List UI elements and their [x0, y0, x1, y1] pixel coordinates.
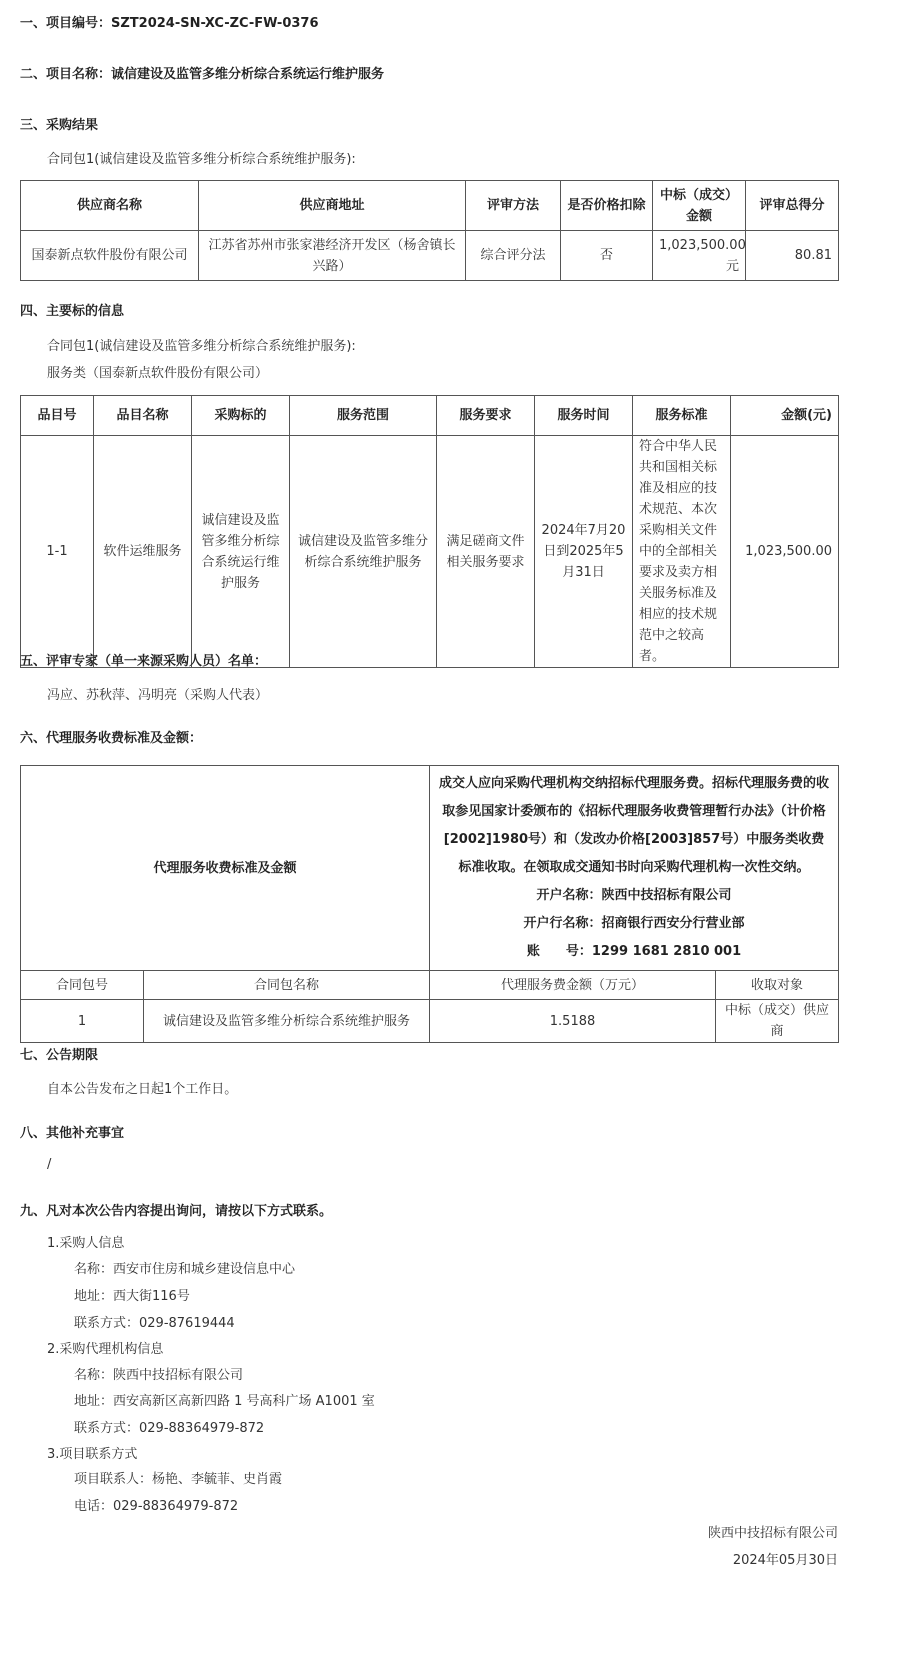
price-deduction-cell: 否: [561, 231, 653, 281]
procurement-result-heading: 三、采购结果: [20, 118, 99, 133]
result-header-cell: 是否价格扣除: [561, 181, 653, 231]
table-row: [21, 231, 839, 281]
other-matters-text: /: [47, 1157, 52, 1172]
footer-date: 2024年05月30日: [732, 1553, 838, 1568]
fee-standard-detail-cell: [430, 766, 839, 971]
amount-cell: 1,023,500.00: [731, 436, 839, 668]
project-contact-phone: 电话：029-88364979-872: [74, 1499, 239, 1514]
fee-header-cell: 收取对象: [716, 971, 839, 1000]
subject-header-cell: 金额(元): [731, 396, 839, 436]
subject-header-cell: 品目名称: [94, 396, 192, 436]
service-time-cell: 2024年7月20日到2025年5月31日: [535, 436, 633, 668]
fee-header-cell: 合同包名称: [144, 971, 430, 1000]
fee-standard-label-cell: 代理服务收费标准及金额: [21, 766, 430, 971]
result-package-label: 合同包1(诚信建设及监管多维分析综合系统维护服务):: [47, 152, 356, 167]
subject-header-cell: 服务范围: [290, 396, 437, 436]
account-number-line: [438, 938, 830, 966]
main-subject-heading: 四、主要标的信息: [20, 304, 125, 319]
notice-period-heading: 七、公告期限: [20, 1048, 99, 1063]
subject-header-cell: 采购标的: [192, 396, 290, 436]
item-number-cell: 1-1: [21, 436, 94, 668]
result-header-cell: 供应商名称: [21, 181, 199, 231]
project-number-label: 一、项目编号：: [20, 16, 112, 31]
buyer-name: 名称：西安市住房和城乡建设信息中心: [74, 1262, 296, 1277]
agent-info-title: 2.采购代理机构信息: [47, 1342, 164, 1357]
procurement-subject-cell: 诚信建设及监管多维分析综合系统运行维护服务: [192, 436, 290, 668]
result-header-cell: 评审方法: [466, 181, 561, 231]
project-name-line: [20, 63, 384, 82]
contact-heading: 九、凡对本次公告内容提出询问，请按以下方式联系。: [20, 1204, 333, 1219]
result-table: [20, 180, 839, 281]
fee-header-cell: 合同包号: [21, 971, 144, 1000]
project-number-value: SZT2024-SN-XC-ZC-FW-0376: [111, 16, 319, 31]
item-name-cell: 软件运维服务: [94, 436, 192, 668]
agent-address: 地址：西安高新区高新四路 1 号高科广场 A1001 室: [74, 1394, 375, 1409]
supplier-name-cell: 国泰新点软件股份有限公司: [21, 231, 199, 281]
notice-period-text: 自本公告发布之日起1个工作日。: [47, 1082, 238, 1097]
bid-amount-cell: 1,023,500.00元: [653, 231, 746, 281]
buyer-info-title: 1.采购人信息: [47, 1236, 125, 1251]
project-contact-title: 3.项目联系方式: [47, 1447, 138, 1462]
other-matters-heading: 八、其他补充事宜: [20, 1126, 125, 1141]
project-contact-people: 项目联系人：杨艳、李毓菲、史肖霞: [74, 1472, 283, 1487]
subject-header-cell: 品目号: [21, 396, 94, 436]
table-row: [21, 1000, 839, 1043]
total-score-cell: 80.81: [746, 231, 839, 281]
fee-package-name-cell: 诚信建设及监管多维分析综合系统维护服务: [144, 1000, 430, 1043]
service-requirement-cell: 满足磋商文件相关服务要求: [437, 436, 535, 668]
account-number: 1299 1681 2810 001: [591, 944, 742, 959]
fee-header-cell: 代理服务费金额（万元）: [430, 971, 716, 1000]
review-method-cell: 综合评分法: [466, 231, 561, 281]
project-number-line: [20, 12, 319, 31]
result-header-cell: 供应商地址: [199, 181, 466, 231]
experts-heading: 五、评审专家（单一来源采购人员）名单：: [20, 654, 268, 669]
table-row: [21, 436, 839, 668]
fee-text: 成交人应向采购代理机构交纳招标代理服务费。招标代理服务费的收取参见国家计委颁布的《招标代理服务收费管理暂行办法》（计价格[2002]1980号）和（发改办价格[2003]857号）中服务类收费标准收取。在领取成交通知书时向采购代理机构一次性交纳。: [439, 776, 830, 875]
service-standard-cell: 符合中华人民共和国相关标准及相应的技术规范、本次采购相关文件中的全部相关要求及卖方相关服务标准及相应的技术规范中之较高者。: [633, 436, 731, 668]
result-header-cell: 中标（成交）金额: [653, 181, 746, 231]
project-name-label: 二、项目名称：: [20, 67, 112, 82]
fee-package-number-cell: 1: [21, 1000, 144, 1043]
bank-name: 开户行名称：招商银行西安分行营业部: [523, 916, 745, 931]
agency-fee-table: [20, 765, 839, 1043]
agency-fee-heading: 六、代理服务收费标准及金额：: [20, 731, 203, 746]
subject-package-label: 合同包1(诚信建设及监管多维分析综合系统维护服务):: [47, 339, 356, 354]
agent-phone: 联系方式：029-88364979-872: [74, 1421, 265, 1436]
result-header-cell: 评审总得分: [746, 181, 839, 231]
subject-header-cell: 服务时间: [535, 396, 633, 436]
account-number-label: 账 号：: [526, 944, 592, 959]
subject-header-cell: 服务要求: [437, 396, 535, 436]
fee-amount-cell: 1.5188: [430, 1000, 716, 1043]
account-name: 开户名称：陕西中技招标有限公司: [536, 888, 732, 903]
supplier-address-cell: 江苏省苏州市张家港经济开发区（杨舍镇长兴路）: [199, 231, 466, 281]
experts-names: 冯应、苏秋萍、冯明亮（采购人代表）: [47, 688, 269, 703]
subject-header-cell: 服务标准: [633, 396, 731, 436]
footer-company: 陕西中技招标有限公司: [707, 1526, 838, 1541]
project-name-value: 诚信建设及监管多维分析综合系统运行维护服务: [111, 67, 385, 82]
subject-table: [20, 395, 839, 668]
buyer-phone: 联系方式：029-87619444: [74, 1316, 235, 1331]
fee-payer-cell: 中标（成交）供应商: [716, 1000, 839, 1043]
agent-name: 名称：陕西中技招标有限公司: [74, 1368, 244, 1383]
service-scope-cell: 诚信建设及监管多维分析综合系统维护服务: [290, 436, 437, 668]
buyer-address: 地址：西大街116号: [74, 1289, 190, 1304]
subject-category-label: 服务类（国泰新点软件股份有限公司）: [47, 366, 269, 381]
